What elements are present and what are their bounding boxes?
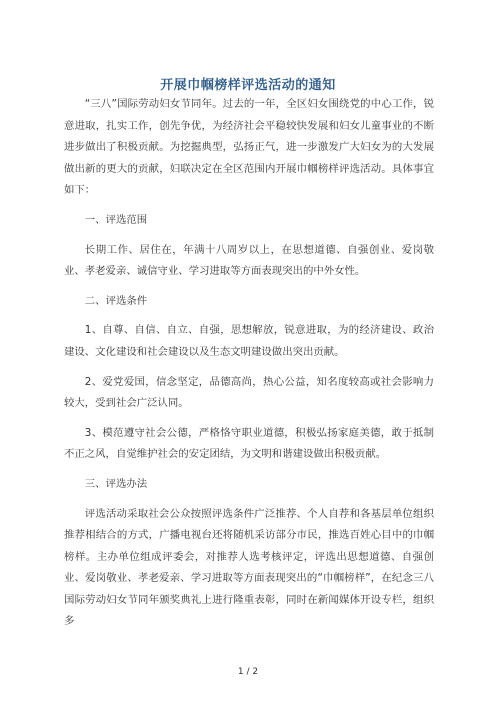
condition-paragraph-1: 1、自尊、自信、自立、自强，思想解放，锐意进取，为的经济建设、政治建设、文化建设和社会建设以及生态文明建设做出突出贡献。 xyxy=(64,324,434,358)
section-heading-method: 三、评选办法 xyxy=(84,477,148,490)
condition-paragraph-2: 2、爱党爱国，信念坚定，品德高尚，热心公益，知名度较高或社会影响力较大，受到社会广泛认同。 xyxy=(64,375,434,410)
document-title: 开展巾帼榜样评选活动的通知 xyxy=(160,78,336,93)
document-body xyxy=(64,94,434,641)
page-indicator: 1 / 2 xyxy=(237,667,259,677)
section-heading-conditions: 二、评选条件 xyxy=(84,294,148,307)
method-paragraph: 评选活动采取社会公众按照评选条件广泛推荐、个人自荐和各基层单位组织推荐相结合的方式，广播电视台还将随机采访部分市民，推选百姓心目中的巾帼榜样。主办单位组成评委会，对推荐人选考核评定，评选出思想道德、自强创业、爱岗敬业、孝老爱亲、学习进取等方面表现突出的“巾帼榜样”，在纪念三八国际劳动妇女节同年颁奖典礼上进行隆重表彰，同时在新闻媒体开设专栏，组织多 xyxy=(64,507,434,628)
section-heading-scope: 一、评选范围 xyxy=(84,213,148,226)
condition-paragraph-3: 3、模范遵守社会公德，严格恪守职业道德，积极弘扬家庭美德，敢于抵制不正之风，自觉维护社会的安定团结，为文明和谐建设做出积极贡献。 xyxy=(64,426,434,461)
intro-paragraph: “三八”国际劳动妇女节同年。过去的一年，全区妇女围绕党的中心工作，锐意进取，扎实工作，创先争优，为经济社会平稳较快发展和妇女儿童事业的不断进步做出了积极贡献。为挖掘典型，弘扬正气，进一步激发广大妇女为的大发展做出新的更大的贡献，妇联决定在全区范围内开展巾帼榜样评选活动。具体事宜如下： xyxy=(64,98,434,197)
scope-paragraph: 长期工作、居住在，年满十八周岁以上，在思想道德、自强创业、爱岗敬业、孝老爱亲、诚信守业、学习进取等方面表现突出的中外女性。 xyxy=(64,243,434,278)
